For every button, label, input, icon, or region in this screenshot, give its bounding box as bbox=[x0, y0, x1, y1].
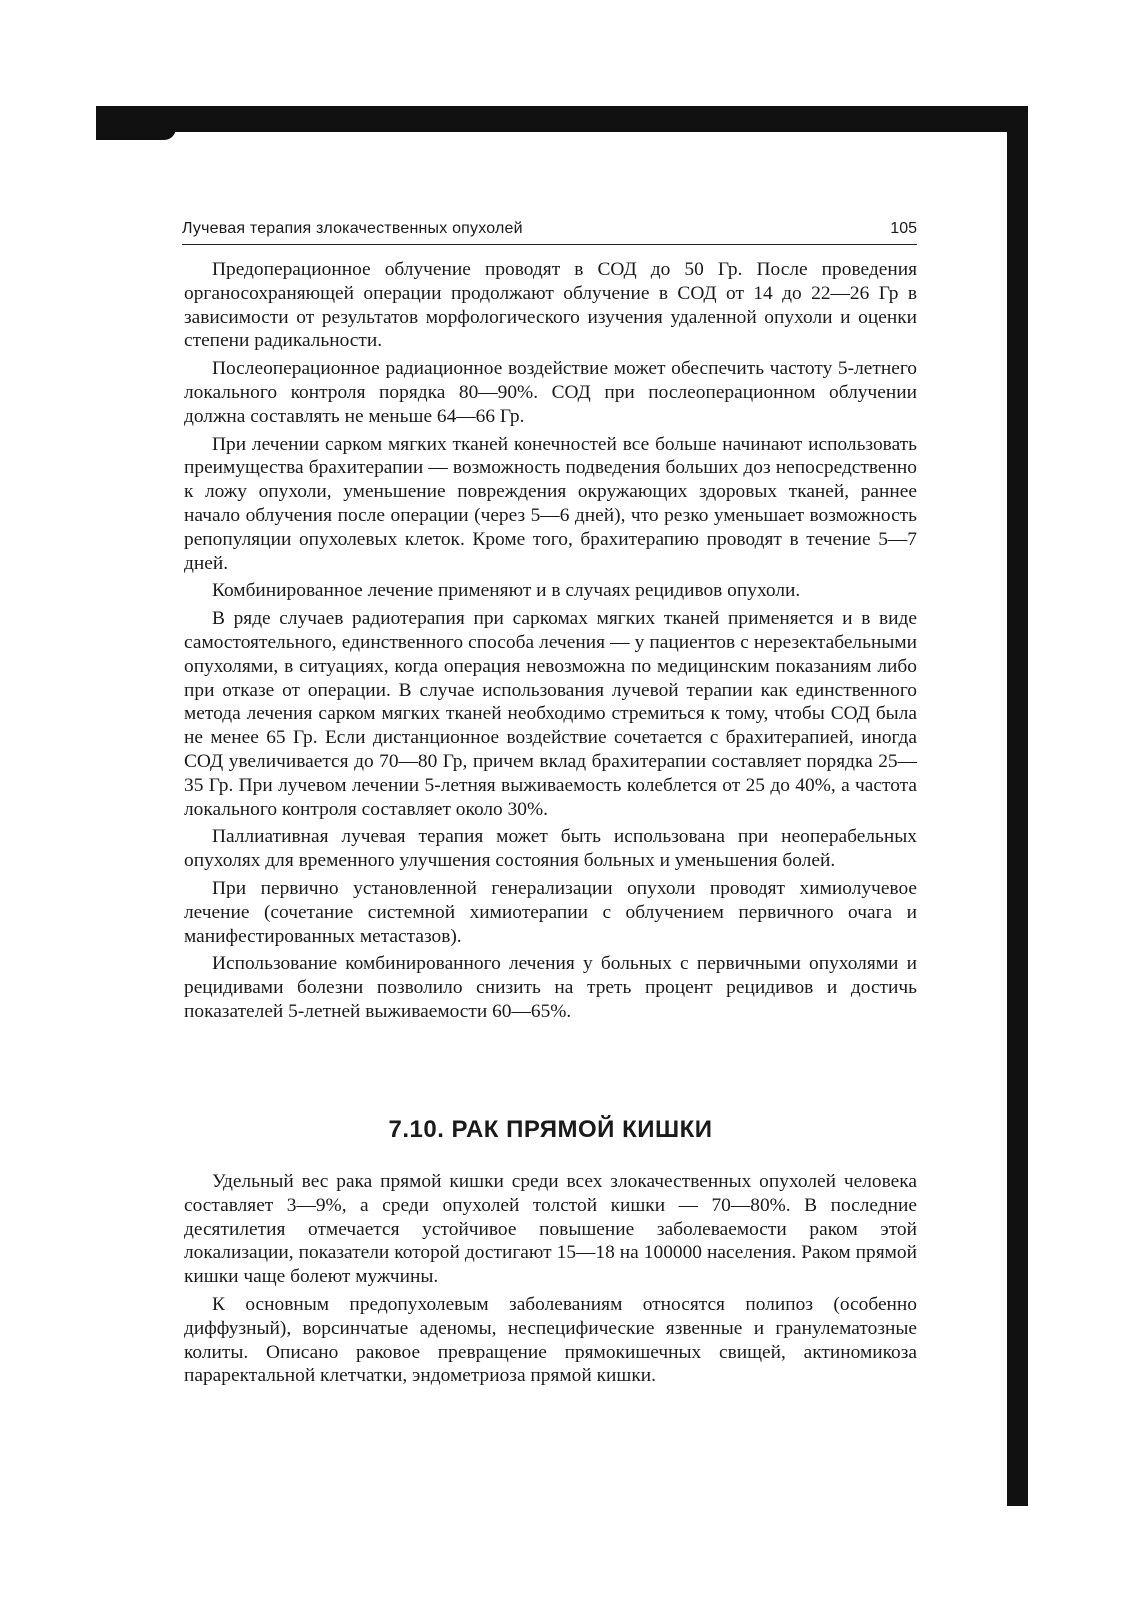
paragraph: Использование комбинированного лечения у больных с первичными опухолями и рецидивами болезни позволило снизить на треть процент рецидивов и достичь показателей 5-летней выживаемости 60—65%. bbox=[184, 953, 917, 1022]
paragraph: Предоперационное облучение проводят в СОД до 50 Гр. После проведения органосохраняющей операции продолжают облучение в СОД от 14 до 22—26 Гр в зависимости от результатов морфологического изучения удаленной опухоли и оценки степени радикальности. bbox=[184, 259, 917, 352]
section-body bbox=[184, 1170, 917, 1392]
running-title: Лучевая терапия злокачественных опухолей bbox=[182, 220, 523, 237]
paragraph: К основным предопухолевым заболеваниям относятся полипоз (особенно диффузный), ворсинчатые аденомы, неспецифические язвенные и гранулематозные колиты. Описано раковое превращение прямокишечных свищей, актиномикоза параректальной клетчатки, эндометриоза прямой кишки. bbox=[184, 1293, 917, 1387]
running-header bbox=[182, 218, 917, 245]
paragraph: При первично установленной генерализации опухоли проводят химиолучевое лечение (сочетание системной химиотерапии с облучением первичного очага и манифестированных метастазов). bbox=[184, 877, 917, 947]
page-number: 105 bbox=[890, 220, 917, 237]
body-text bbox=[184, 258, 917, 1028]
paragraph: Послеоперационное радиационное воздействие может обеспечить частоту 5-летнего локального контроля порядка 80—90%. СОД при послеоперационном облучении должна составлять не меньше 64—66 Гр. bbox=[184, 358, 917, 427]
scan-border-right bbox=[1007, 106, 1028, 1506]
scan-border-top bbox=[96, 106, 1026, 132]
paragraph: Удельный вес рака прямой кишки среди всех злокачественных опухолей человека составляет 3—9%, а среди опухолей толстой кишки — 70—80%. В последние десятилетия отмечается устойчивое повышение заболеваемости раком этой локализации, показатели которой достигают 15—18 на 100000 населения. Раком прямой кишки чаще болеют мужчины. bbox=[184, 1171, 917, 1288]
scan-border-tab bbox=[96, 128, 176, 140]
paragraph: Паллиативная лучевая терапия может быть использована при неоперабельных опухолях для временного улучшения состояния больных и уменьшения болей. bbox=[184, 826, 917, 872]
section-heading: 7.10. РАК ПРЯМОЙ КИШКИ bbox=[388, 1116, 713, 1143]
paragraph: Комбинированное лечение применяют и в случаях рецидивов опухоли. bbox=[212, 580, 801, 602]
paragraph: В ряде случаев радиотерапия при саркомах мягких тканей применяется и в виде самостоятельного, единственного способа лечения — у пациентов с нерезектабельными опухолями, в ситуациях, когда операция невозможна по медицинским показаниям либо при отказе от операции. В случае использования лучевой терапии как единственного метода лечения сарком мягких тканей необходимо стремиться к тому, чтобы СОД была не менее 65 Гр. Если дистанционное воздействие сочетается с брахитерапией, иногда СОД увеличивается до 70—80 Гр, причем вклад брахитерапии составляет порядка 25—35 Гр. При лучевом лечении 5-летняя выживаемость колеблется от 25 до 40%, а частота локального контроля составляет около 30%. bbox=[184, 608, 917, 820]
paragraph: При лечении сарком мягких тканей конечностей все больше начинают использовать преимущества брахитерапии — возможность подведения больших доз непосредственно к ложу опухоли, уменьшение повреждения окружающих здоровых тканей, раннее начало облучения после операции (через 5—6 дней), что резко уменьшает возможность репопуляции опухолевых клеток. Кроме того, брахитерапию проводят в течение 5—7 дней. bbox=[184, 433, 917, 574]
